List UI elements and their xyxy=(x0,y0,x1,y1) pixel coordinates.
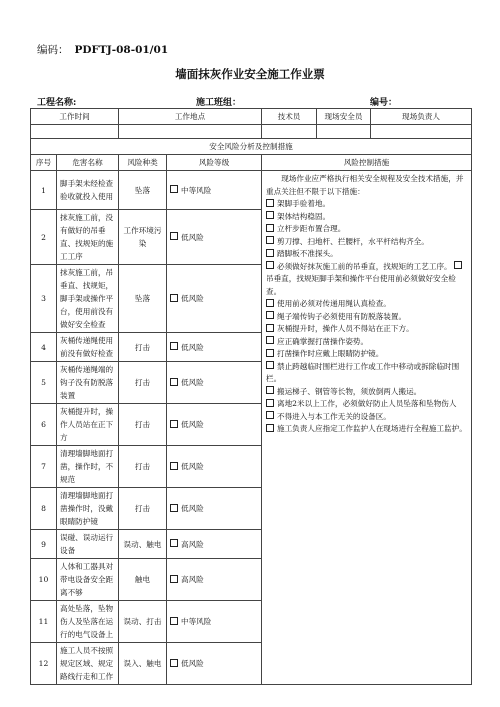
row-risk-type: 打击 xyxy=(119,446,167,488)
row-risk-level xyxy=(167,404,262,446)
row-risk-type: 打击 xyxy=(119,404,167,446)
table-row xyxy=(31,171,472,210)
col-header-risk-level: 风险等级 xyxy=(167,155,262,171)
checkbox-icon[interactable] xyxy=(170,462,178,470)
row-risk-level-text: 低风险 xyxy=(181,462,204,471)
row-risk-level-text: 低风险 xyxy=(181,378,204,387)
control-item: 不得进入与本工作无关的设备区。 xyxy=(266,411,467,424)
row-risk-level xyxy=(167,171,262,210)
control-item: 离地2米以上工作，必须做好防止人员坠落和坠物伤人 xyxy=(266,398,467,411)
checkbox-icon[interactable] xyxy=(266,386,274,394)
row-no: 11 xyxy=(31,601,57,643)
row-risk-level-text: 低风险 xyxy=(181,420,204,429)
checkbox-icon[interactable] xyxy=(266,261,274,269)
control-item: 使用前必须对传递用绳认真检查。 xyxy=(266,298,467,311)
control-item: 必须做好抹灰施工前的吊垂直，找规矩的工艺工序。 吊垂直，找规矩脚手架和操作平台使用前必须做好安全检查。 xyxy=(266,261,467,299)
row-risk-level-text: 低风险 xyxy=(181,342,204,352)
checkbox-icon[interactable] xyxy=(266,336,274,344)
row-risk-level-text: 高风险 xyxy=(181,539,204,549)
control-item: 应正确掌握打凿操作姿势。 xyxy=(266,336,467,349)
control-item: 立杆步距布置合理。 xyxy=(266,223,467,236)
checkbox-icon[interactable] xyxy=(170,232,178,240)
row-risk-level xyxy=(167,265,262,333)
checkbox-icon[interactable] xyxy=(170,378,178,386)
row-risk-type: 打击 xyxy=(119,488,167,530)
checkbox-icon[interactable] xyxy=(454,261,462,269)
checkbox-icon[interactable] xyxy=(266,249,274,257)
row-risk-type: 打击 xyxy=(119,333,167,362)
checkbox-icon[interactable] xyxy=(170,294,178,302)
site-manager-value[interactable] xyxy=(371,125,472,139)
checkbox-icon[interactable] xyxy=(170,185,178,193)
row-risk-level-text: 低风险 xyxy=(181,504,204,513)
work-location-value[interactable] xyxy=(119,125,262,139)
row-hazard: 抹灰施工前，没有做好的吊垂直、找规矩的施工工序 xyxy=(57,210,119,265)
row-no: 7 xyxy=(31,446,57,488)
document-code-value: PDFTJ-08-01/01 xyxy=(74,44,169,56)
row-risk-type: 误动、打击 xyxy=(119,601,167,643)
checkbox-icon[interactable] xyxy=(266,211,274,219)
row-no: 8 xyxy=(31,488,57,530)
control-item: 绳子端传钩子必须使用有防脱落装置。 xyxy=(266,311,467,324)
row-risk-level xyxy=(167,601,262,643)
control-item: 架脚手验着地。 xyxy=(266,198,467,211)
row-hazard: 人体和工器具对带电设备安全距离不够 xyxy=(57,559,119,601)
row-risk-type: 打击 xyxy=(119,362,167,404)
checkbox-icon[interactable] xyxy=(266,411,274,419)
row-no: 4 xyxy=(31,333,57,362)
checkbox-icon[interactable] xyxy=(266,311,274,319)
row-risk-level xyxy=(167,643,262,685)
technician-header: 技术员 xyxy=(262,109,317,125)
row-risk-level xyxy=(167,333,262,362)
row-risk-type: 误入、触电 xyxy=(119,643,167,685)
row-risk-level xyxy=(167,530,262,559)
row-hazard: 误碰、误动运行设备 xyxy=(57,530,119,559)
checkbox-icon[interactable] xyxy=(170,659,178,667)
document-code-label: 编码： xyxy=(37,44,69,56)
number-label: 编号： xyxy=(370,98,398,108)
checkbox-icon[interactable] xyxy=(266,299,274,307)
row-risk-type: 误动、触电 xyxy=(119,530,167,559)
col-header-controls: 风险控制措施 xyxy=(262,155,472,171)
row-no: 1 xyxy=(31,171,57,210)
document-code xyxy=(37,42,168,57)
project-name-label: 工程名称: xyxy=(37,98,77,108)
row-risk-level-text: 中等风险 xyxy=(181,185,212,195)
checkbox-icon[interactable] xyxy=(170,420,178,428)
row-risk-level xyxy=(167,446,262,488)
row-no: 6 xyxy=(31,404,57,446)
row-hazard: 高处坠落，坠物伤人及坠落在运行的电气设备上 xyxy=(57,601,119,643)
team-label: 施工班组： xyxy=(196,98,242,108)
checkbox-icon[interactable] xyxy=(266,399,274,407)
section-title: 安全风险分析及控制措施 xyxy=(31,139,472,155)
control-item: 施工负责人应指定工作监护人在现场进行全程施工监护。 xyxy=(266,423,467,436)
row-hazard: 灰桶提升时，操作人员站在正下方 xyxy=(57,404,119,446)
safety-officer-header: 现场安全员 xyxy=(317,109,371,125)
work-location-header: 工作地点 xyxy=(119,109,262,125)
row-hazard: 脚手架未经检查验收就投入使用 xyxy=(57,171,119,210)
row-hazard: 清理墙脚地面打凿，操作时，不规范 xyxy=(57,446,119,488)
column-header-row xyxy=(31,155,472,171)
row-risk-level xyxy=(167,210,262,265)
row-no: 2 xyxy=(31,210,57,265)
checkbox-icon[interactable] xyxy=(266,236,274,244)
row-risk-type: 坠落 xyxy=(119,265,167,333)
checkbox-icon[interactable] xyxy=(170,539,178,547)
row-risk-type: 工作环境污染 xyxy=(119,210,167,265)
col-header-no: 序号 xyxy=(31,155,57,171)
row-risk-level xyxy=(167,488,262,530)
checkbox-icon[interactable] xyxy=(266,224,274,232)
section-row xyxy=(31,139,472,155)
technician-value[interactable] xyxy=(262,125,317,139)
row-risk-level xyxy=(167,362,262,404)
row-no: 3 xyxy=(31,265,57,333)
row-risk-level-text: 中等风险 xyxy=(181,617,212,626)
col-header-hazard: 危害名称 xyxy=(57,155,119,171)
control-item: 打凿操作时应戴上眼睛防护镜。 xyxy=(266,348,467,361)
col-header-risk-type: 风险种类 xyxy=(119,155,167,171)
checkbox-icon[interactable] xyxy=(170,617,178,625)
row-risk-type: 坠落 xyxy=(119,171,167,210)
row-risk-level xyxy=(167,559,262,601)
row-no: 12 xyxy=(31,643,57,685)
checkbox-icon[interactable] xyxy=(170,575,178,583)
row-no: 5 xyxy=(31,362,57,404)
row-hazard: 施工人员不按照规定区域、规定路线行走和工作 xyxy=(57,643,119,685)
info-blank-row xyxy=(31,125,472,139)
row-no: 10 xyxy=(31,559,57,601)
checkbox-icon[interactable] xyxy=(266,199,274,207)
site-manager-header: 现场负责人 xyxy=(371,109,472,125)
control-item: 灰桶提升时，操作人员不得站在正下方。 xyxy=(266,323,467,336)
controls-intro: 现场作业应严格执行相关安全规程及安全技术措施，并重点关注但不限于以下措施： xyxy=(266,174,464,196)
checkbox-icon[interactable] xyxy=(266,361,274,369)
row-risk-type: 触电 xyxy=(119,559,167,601)
control-item: 踏脚板不准探头。 xyxy=(266,248,467,261)
page-title: 墙面抹灰作业安全施工作业票 xyxy=(175,67,325,81)
risk-controls-cell xyxy=(262,171,472,685)
row-risk-level-text: 低风险 xyxy=(181,659,204,668)
safety-officer-value[interactable] xyxy=(317,125,371,139)
checkbox-icon[interactable] xyxy=(170,342,178,350)
row-hazard: 抹灰施工前，吊垂直、找规矩，脚手架或操作平台，使用前没有做好安全检查 xyxy=(57,265,119,333)
row-risk-level-text: 低风险 xyxy=(181,294,204,303)
control-item: 搬运梯子、钢管等长物，须放倒两人搬运。 xyxy=(266,386,467,399)
row-hazard: 灰桶传递绳使用前没有做好检查 xyxy=(57,333,119,362)
work-time-value[interactable] xyxy=(31,125,119,139)
info-header-row xyxy=(31,109,472,125)
control-item: 剪刀撑、扫地杆、拦腰杆，水平杆结构齐全。 xyxy=(266,236,467,249)
row-hazard: 灰桶传递绳端的钩子没有防脱落装置 xyxy=(57,362,119,404)
control-item: 禁止跨越临时围栏进行工作或工作中移动或拆除临时围栏。 xyxy=(266,361,460,383)
row-risk-level-text: 低风险 xyxy=(181,232,204,242)
row-no: 9 xyxy=(31,530,57,559)
checkbox-icon[interactable] xyxy=(266,349,274,357)
checkbox-icon[interactable] xyxy=(170,504,178,512)
work-ticket-table xyxy=(30,108,472,685)
checkbox-icon[interactable] xyxy=(266,424,274,432)
row-risk-level-text: 高风险 xyxy=(181,575,204,584)
work-time-header: 工作时间 xyxy=(31,109,119,125)
checkbox-icon[interactable] xyxy=(266,324,274,332)
control-item: 架体结构稳固。 xyxy=(266,211,467,224)
row-hazard: 清理墙脚地面打凿操作时，没戴眼睛防护镜 xyxy=(57,488,119,530)
